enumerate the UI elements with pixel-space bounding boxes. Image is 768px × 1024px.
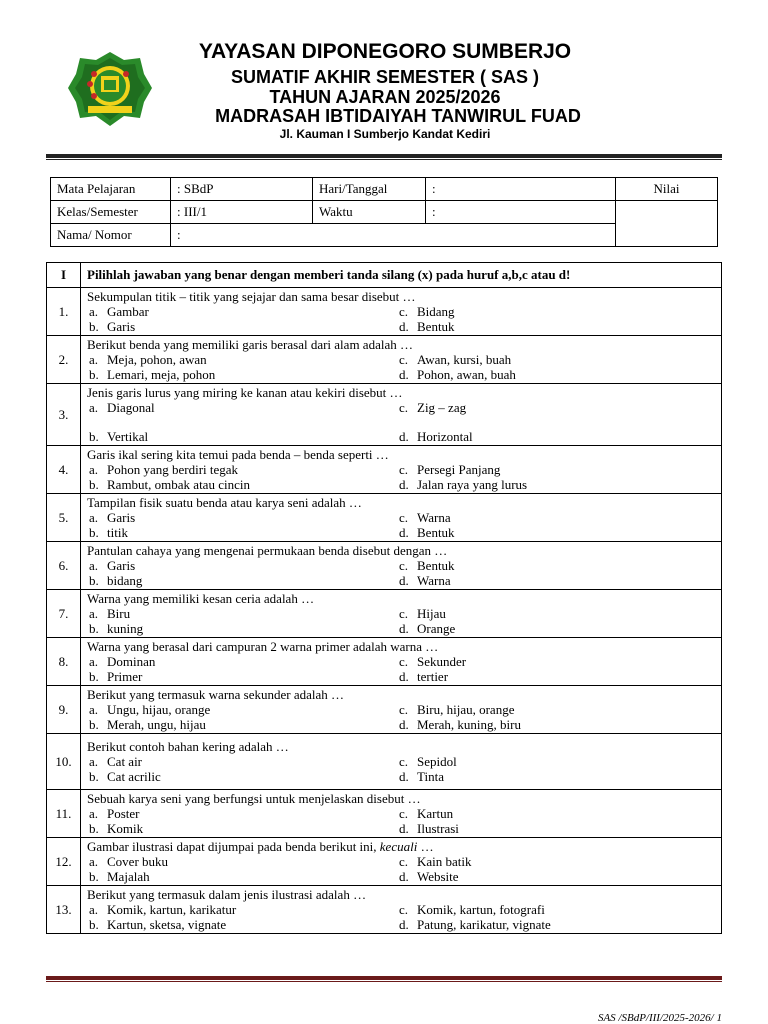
option-c[interactable] — [397, 510, 715, 525]
option-letter: c. — [399, 854, 409, 869]
question-stem: Sekumpulan titik – titik yang sejajar dan sama besar disebut … — [87, 289, 416, 304]
option-d[interactable] — [397, 669, 715, 684]
option-b[interactable] — [87, 917, 397, 932]
option-text: Kain batik — [417, 854, 472, 869]
option-letter: b. — [89, 717, 99, 732]
option-d[interactable] — [397, 917, 715, 932]
option-text: Rambut, ombak atau cincin — [107, 477, 250, 492]
answer-options — [87, 806, 715, 836]
option-c[interactable] — [397, 702, 715, 717]
option-text: Pohon, awan, buah — [417, 367, 516, 382]
option-text: tertier — [417, 669, 449, 684]
option-letter: b. — [89, 573, 99, 588]
option-text: Cat acrilic — [107, 769, 161, 784]
question-ellipsis: … — [417, 839, 434, 854]
option-text: Persegi Panjang — [417, 462, 501, 477]
question-number: 3. — [47, 384, 81, 446]
option-letter: d. — [399, 917, 409, 932]
option-text: Biru — [107, 606, 131, 621]
exam-title: SUMATIF AKHIR SEMESTER ( SAS ) — [230, 67, 539, 87]
name-value[interactable]: : — [171, 224, 616, 247]
option-letter: b. — [89, 319, 99, 334]
option-text: kuning — [107, 621, 144, 636]
option-b[interactable] — [87, 717, 397, 732]
option-text: Tinta — [417, 769, 444, 784]
option-b[interactable] — [87, 525, 397, 540]
option-c[interactable] — [397, 352, 715, 367]
option-a[interactable] — [87, 754, 397, 769]
option-letter: d. — [399, 525, 409, 540]
option-c[interactable] — [397, 754, 715, 769]
option-letter: d. — [399, 869, 409, 884]
day-value[interactable]: : — [426, 178, 616, 201]
question-row — [47, 790, 722, 838]
answer-options — [87, 702, 715, 732]
option-letter: c. — [399, 304, 409, 319]
question-cell — [81, 886, 722, 934]
option-text: Sekunder — [417, 654, 467, 669]
option-d[interactable] — [397, 429, 715, 444]
option-a[interactable] — [87, 462, 397, 477]
option-text: bidang — [107, 573, 143, 588]
option-text: titik — [107, 525, 128, 540]
option-letter: a. — [89, 702, 99, 717]
class-label: Kelas/Semester — [51, 201, 171, 224]
question-text — [87, 739, 715, 754]
question-text — [87, 447, 715, 462]
question-number: 6. — [47, 542, 81, 590]
question-table — [46, 262, 722, 934]
question-number: 9. — [47, 686, 81, 734]
option-a[interactable] — [87, 806, 397, 821]
question-cell — [81, 446, 722, 494]
option-letter: b. — [89, 917, 99, 932]
option-letter: d. — [399, 821, 409, 836]
option-d[interactable] — [397, 319, 715, 334]
question-number: 5. — [47, 494, 81, 542]
question-stem: Gambar ilustrasi dapat dijumpai pada benda berikut ini, — [87, 839, 380, 854]
option-letter: d. — [399, 669, 409, 684]
time-label: Waktu — [313, 201, 426, 224]
option-d[interactable] — [397, 869, 715, 884]
letterhead — [0, 0, 768, 150]
option-text: Bidang — [417, 304, 455, 319]
option-text: Website — [417, 869, 459, 884]
option-text: Biru, hijau, orange — [417, 702, 515, 717]
option-a[interactable] — [87, 510, 397, 525]
option-letter: c. — [399, 558, 409, 573]
option-letter: b. — [89, 869, 99, 884]
option-b[interactable] — [87, 621, 397, 636]
option-text: Awan, kursi, buah — [417, 352, 512, 367]
option-c[interactable] — [397, 854, 715, 869]
option-letter: c. — [399, 654, 409, 669]
question-text — [87, 591, 715, 606]
option-text: Merah, ungu, hijau — [107, 717, 206, 732]
option-a[interactable] — [87, 400, 397, 415]
option-letter: d. — [399, 769, 409, 784]
subject-label: Mata Pelajaran — [51, 178, 171, 201]
question-cell — [81, 542, 722, 590]
option-text: Sepidol — [417, 754, 457, 769]
option-letter: c. — [399, 606, 409, 621]
option-d[interactable] — [397, 621, 715, 636]
option-letter: d. — [399, 429, 409, 444]
footer-divider-thin — [46, 981, 722, 982]
question-row — [47, 590, 722, 638]
answer-options — [87, 304, 715, 334]
option-c[interactable] — [397, 304, 715, 319]
section-number: I — [47, 263, 81, 288]
question-row — [47, 446, 722, 494]
question-text — [87, 495, 715, 510]
question-cell — [81, 336, 722, 384]
option-letter: c. — [399, 400, 409, 415]
option-letter: d. — [399, 573, 409, 588]
option-letter: d. — [399, 319, 409, 334]
academic-year: TAHUN AJARAN 2025/2026 — [269, 87, 501, 107]
name-label: Nama/ Nomor — [51, 224, 171, 247]
option-c[interactable] — [397, 462, 715, 477]
foundation-name: YAYASAN DIPONEGORO SUMBERJO — [198, 40, 572, 63]
option-letter: a. — [89, 654, 99, 669]
option-text: Kartun, sketsa, vignate — [107, 917, 227, 932]
question-number: 2. — [47, 336, 81, 384]
option-a[interactable] — [87, 558, 397, 573]
question-row — [47, 838, 722, 886]
option-d[interactable] — [397, 367, 715, 382]
option-letter: a. — [89, 510, 99, 525]
option-letter: a. — [89, 400, 99, 415]
answer-options — [87, 558, 715, 588]
option-text: Komik, kartun, karikatur — [107, 902, 237, 917]
question-row — [47, 494, 722, 542]
school-emblem-logo — [66, 50, 154, 128]
option-letter: c. — [399, 352, 409, 367]
question-stem: Jenis garis lurus yang miring ke kanan atau kekiri disebut … — [87, 385, 403, 400]
option-text: Diagonal — [107, 400, 155, 415]
option-text: Garis — [107, 319, 136, 334]
option-letter: b. — [89, 525, 99, 540]
question-cell — [81, 494, 722, 542]
option-letter: a. — [89, 558, 99, 573]
time-value[interactable]: : — [426, 201, 616, 224]
option-a[interactable] — [87, 654, 397, 669]
question-row — [47, 734, 722, 790]
subject-value[interactable]: : SBdP — [171, 178, 313, 201]
answer-options — [87, 754, 715, 784]
option-letter: a. — [89, 606, 99, 621]
option-letter: b. — [89, 769, 99, 784]
question-number: 1. — [47, 288, 81, 336]
option-a[interactable] — [87, 702, 397, 717]
question-stem: Sebuah karya seni yang berfungsi untuk menjelaskan disebut … — [87, 791, 421, 806]
option-text: Lemari, meja, pohon — [107, 367, 216, 382]
option-c[interactable] — [397, 654, 715, 669]
option-letter: d. — [399, 621, 409, 636]
option-text: Primer — [107, 669, 143, 684]
question-stem: Warna yang memiliki kesan ceria adalah … — [87, 591, 315, 606]
option-text: Bentuk — [417, 319, 455, 334]
question-number: 13. — [47, 886, 81, 934]
question-stem: Berikut benda yang memiliki garis berasal dari alam adalah … — [87, 337, 413, 352]
option-text: Cover buku — [107, 854, 169, 869]
option-letter: b. — [89, 821, 99, 836]
option-text: Hijau — [417, 606, 446, 621]
header-divider-thin — [46, 159, 722, 160]
school-address: Jl. Kauman I Sumberjo Kandat Kediri — [279, 127, 491, 141]
option-letter: a. — [89, 462, 99, 477]
option-d[interactable] — [397, 573, 715, 588]
question-text — [87, 639, 715, 654]
option-text: Dominan — [107, 654, 156, 669]
option-text: Horizontal — [417, 429, 473, 444]
question-text — [87, 791, 715, 806]
option-text: Meja, pohon, awan — [107, 352, 207, 367]
option-text: Zig – zag — [417, 400, 467, 415]
option-letter: c. — [399, 806, 409, 821]
option-b[interactable] — [87, 367, 397, 382]
option-b[interactable] — [87, 821, 397, 836]
answer-options — [87, 510, 715, 540]
option-a[interactable] — [87, 854, 397, 869]
question-stem: Berikut yang termasuk dalam jenis ilustrasi adalah … — [87, 887, 367, 902]
question-number: 10. — [47, 734, 81, 790]
question-number: 11. — [47, 790, 81, 838]
option-text: Gambar — [107, 304, 149, 319]
question-number: 8. — [47, 638, 81, 686]
option-text: Kartun — [417, 806, 454, 821]
question-text — [87, 543, 715, 558]
student-info-table — [50, 177, 718, 247]
option-letter: d. — [399, 477, 409, 492]
option-letter: c. — [399, 754, 409, 769]
answer-options — [87, 902, 715, 932]
answer-options — [87, 400, 715, 444]
question-text — [87, 839, 715, 854]
option-b[interactable] — [87, 429, 397, 444]
option-a[interactable] — [87, 902, 397, 917]
option-letter: a. — [89, 806, 99, 821]
option-letter: b. — [89, 669, 99, 684]
question-row — [47, 686, 722, 734]
question-number: 4. — [47, 446, 81, 494]
score-label: Nilai — [616, 178, 718, 201]
option-letter: a. — [89, 304, 99, 319]
option-letter: c. — [399, 510, 409, 525]
option-letter: a. — [89, 352, 99, 367]
section-instruction: Pilihlah jawaban yang benar dengan memberi tanda silang (x) pada huruf a,b,c atau d! — [81, 263, 722, 288]
option-a[interactable] — [87, 352, 397, 367]
answer-options — [87, 854, 715, 884]
option-b[interactable] — [87, 573, 397, 588]
option-text: Warna — [417, 573, 451, 588]
answer-options — [87, 462, 715, 492]
option-d[interactable] — [397, 477, 715, 492]
option-d[interactable] — [397, 525, 715, 540]
question-text — [87, 687, 715, 702]
option-d[interactable] — [397, 821, 715, 836]
class-value[interactable]: : III/1 — [171, 201, 313, 224]
option-c[interactable] — [397, 558, 715, 573]
option-b[interactable] — [87, 319, 397, 334]
question-row — [47, 336, 722, 384]
option-c[interactable] — [397, 806, 715, 821]
header-divider-thick — [46, 154, 722, 158]
option-c[interactable] — [397, 400, 715, 415]
option-text: Ungu, hijau, orange — [107, 702, 211, 717]
school-name: MADRASAH IBTIDAIYAH TANWIRUL FUAD — [215, 106, 581, 126]
option-text: Jalan raya yang lurus — [417, 477, 528, 492]
option-letter: b. — [89, 367, 99, 382]
question-cell — [81, 590, 722, 638]
option-text: Poster — [107, 806, 140, 821]
question-cell — [81, 790, 722, 838]
question-text — [87, 289, 715, 304]
question-cell — [81, 686, 722, 734]
option-letter: a. — [89, 854, 99, 869]
question-stem: Garis ikal sering kita temui pada benda – benda seperti … — [87, 447, 389, 462]
option-b[interactable] — [87, 869, 397, 884]
option-letter: c. — [399, 702, 409, 717]
option-text: Orange — [417, 621, 456, 636]
question-cell — [81, 288, 722, 336]
answer-options — [87, 654, 715, 684]
option-text: Garis — [107, 510, 136, 525]
option-text: Komik, kartun, fotografi — [417, 902, 545, 917]
option-letter: b. — [89, 429, 99, 444]
option-text: Majalah — [107, 869, 150, 884]
option-text: Merah, kuning, biru — [417, 717, 521, 732]
option-letter: c. — [399, 902, 409, 917]
question-text — [87, 337, 715, 352]
option-b[interactable] — [87, 769, 397, 784]
question-stem: Warna yang berasal dari campuran 2 warna primer adalah warna … — [87, 639, 439, 654]
option-a[interactable] — [87, 606, 397, 621]
answer-options — [87, 352, 715, 382]
day-label: Hari/Tanggal — [313, 178, 426, 201]
question-text — [87, 385, 715, 400]
page-footer: SAS /SBdP/III/2025-2026/ 1 — [597, 1012, 722, 1024]
question-row — [47, 638, 722, 686]
question-cell — [81, 384, 722, 446]
option-text: Garis — [107, 558, 136, 573]
option-letter: b. — [89, 621, 99, 636]
question-stem: Berikut contoh bahan kering adalah … — [87, 739, 289, 754]
question-stem: Pantulan cahaya yang mengenai permukaan benda disebut dengan … — [87, 543, 448, 558]
option-b[interactable] — [87, 669, 397, 684]
footer-divider-thick — [46, 976, 722, 980]
option-letter: d. — [399, 717, 409, 732]
option-c[interactable] — [397, 902, 715, 917]
question-cell — [81, 638, 722, 686]
option-c[interactable] — [397, 606, 715, 621]
answer-options — [87, 606, 715, 636]
option-a[interactable] — [87, 304, 397, 319]
question-stem: Berikut yang termasuk warna sekunder adalah … — [87, 687, 345, 702]
option-letter: c. — [399, 462, 409, 477]
option-d[interactable] — [397, 717, 715, 732]
option-text: Pohon yang berdiri tegak — [107, 462, 239, 477]
question-row — [47, 886, 722, 934]
option-text: Ilustrasi — [417, 821, 459, 836]
question-stem: Tampilan fisik suatu benda atau karya seni adalah … — [87, 495, 362, 510]
option-letter: a. — [89, 754, 99, 769]
question-cell — [81, 734, 722, 790]
option-text: Komik — [107, 821, 144, 836]
question-text — [87, 887, 715, 902]
option-letter: b. — [89, 477, 99, 492]
question-row — [47, 384, 722, 446]
option-d[interactable] — [397, 769, 715, 784]
option-letter: d. — [399, 367, 409, 382]
question-emphasis: kecuali — [379, 839, 418, 854]
option-text: Bentuk — [417, 558, 455, 573]
option-text: Patung, karikatur, vignate — [417, 917, 551, 932]
question-row — [47, 288, 722, 336]
question-number: 12. — [47, 838, 81, 886]
option-text: Vertikal — [107, 429, 149, 444]
score-box[interactable] — [616, 201, 718, 247]
option-b[interactable] — [87, 477, 397, 492]
question-row — [47, 542, 722, 590]
option-letter: a. — [89, 902, 99, 917]
question-cell — [81, 838, 722, 886]
option-text: Bentuk — [417, 525, 455, 540]
option-text: Cat air — [107, 754, 143, 769]
question-number: 7. — [47, 590, 81, 638]
option-text: Warna — [417, 510, 451, 525]
